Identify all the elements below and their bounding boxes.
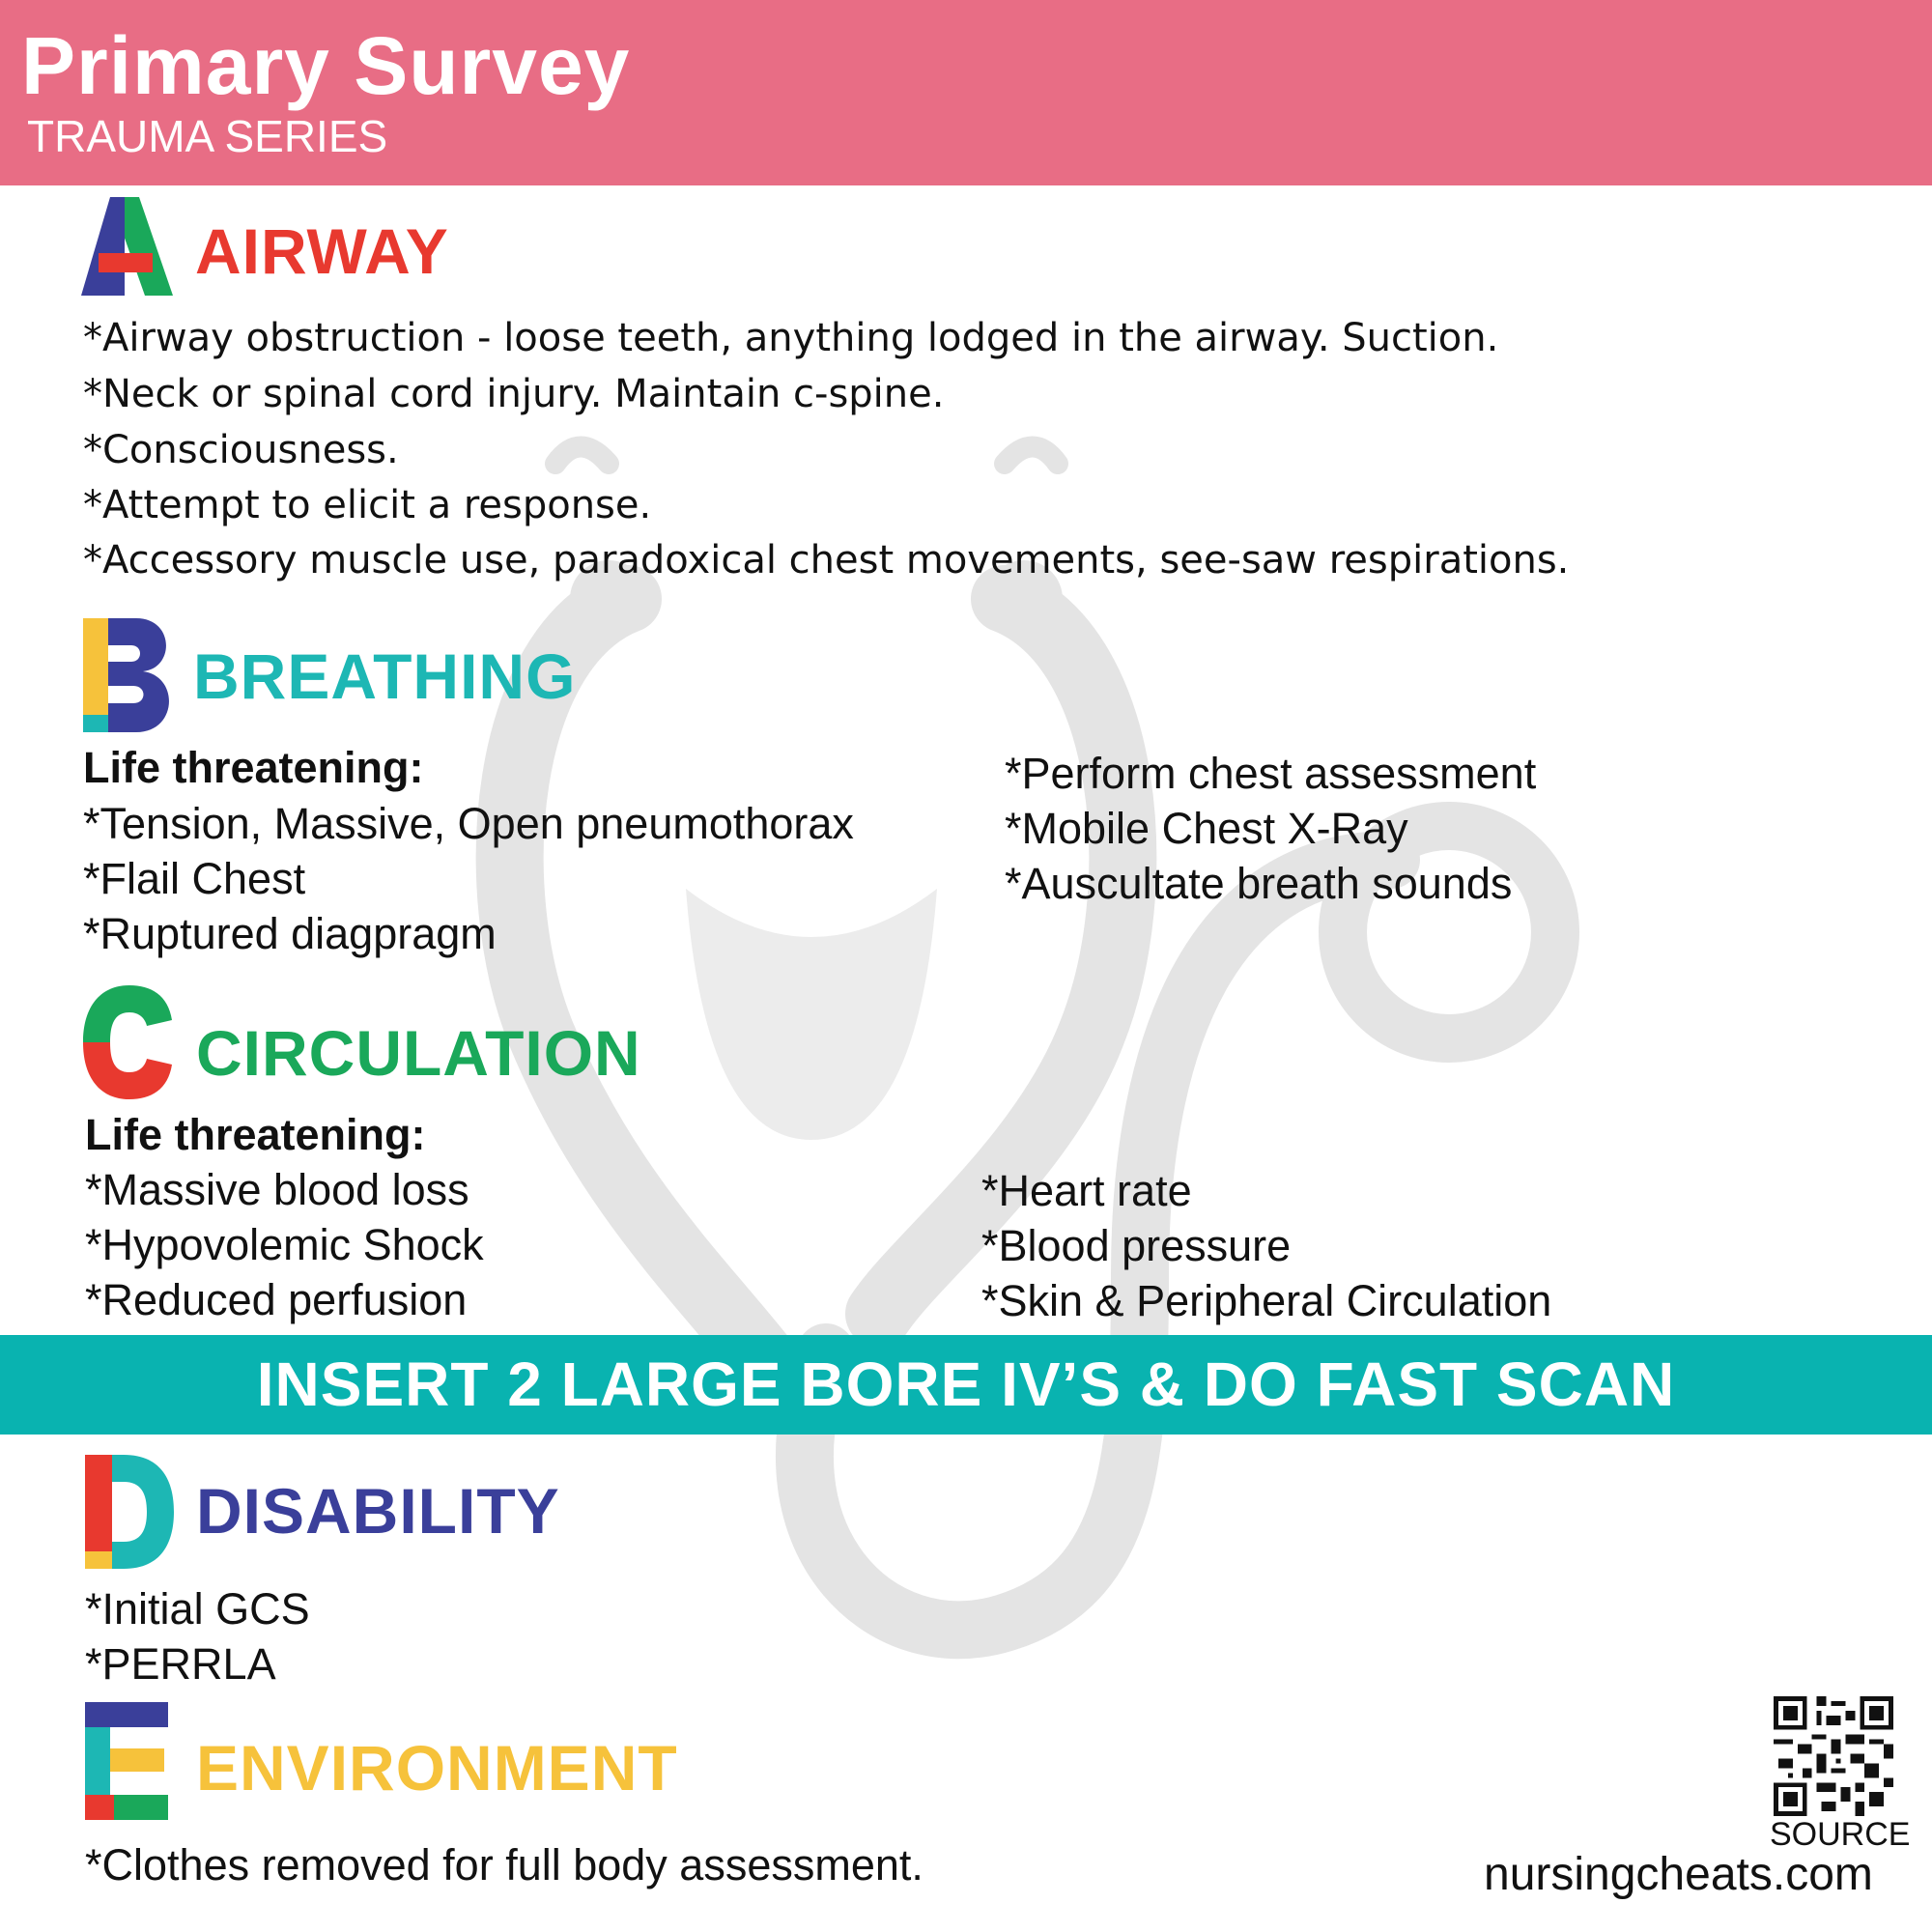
letter-b-icon (83, 618, 172, 732)
circulation-left-item: *Massive blood loss (85, 1165, 469, 1214)
breathing-left-item: *Flail Chest (83, 854, 306, 903)
breathing-life-threatening-heading: Life threatening: (83, 743, 424, 792)
airway-line: *Accessory muscle use, paradoxical chest movements, see-saw respirations. (83, 538, 1570, 582)
airway-line: *Neck or spinal cord injury. Maintain c-spine. (83, 372, 945, 416)
environment-title: ENVIRONMENT (196, 1732, 678, 1804)
breathing-left-item: *Ruptured diagpragm (83, 909, 497, 958)
letter-a-icon (81, 197, 173, 296)
website-link[interactable]: nursingcheats.com (1484, 1849, 1873, 1900)
letter-d-icon (85, 1455, 174, 1569)
circulation-right-item: *Skin & Peripheral Circulation (981, 1276, 1552, 1325)
breathing-title: BREATHING (193, 640, 577, 712)
qr-code-icon (1774, 1696, 1893, 1816)
breathing-right-item: *Perform chest assessment (1005, 749, 1537, 798)
breathing-right-item: *Mobile Chest X-Ray (1005, 804, 1408, 853)
page-title: Primary Survey (21, 20, 631, 111)
circulation-title: CIRCULATION (196, 1017, 641, 1089)
letter-e-icon (85, 1702, 168, 1820)
circulation-left-item: *Hypovolemic Shock (85, 1220, 484, 1269)
page-subtitle: TRAUMA SERIES (27, 111, 388, 161)
airway-line: *Attempt to elicit a response. (83, 483, 652, 527)
circulation-life-threatening-heading: Life threatening: (85, 1110, 426, 1159)
circulation-left-item: *Reduced perfusion (85, 1275, 468, 1324)
airway-line: *Consciousness. (83, 428, 399, 472)
environment-line: *Clothes removed for full body assessment. (85, 1840, 923, 1889)
letter-c-icon (83, 985, 172, 1099)
stethoscope-icon (464, 406, 1719, 1700)
disability-line: *Initial GCS (85, 1584, 310, 1634)
breathing-left-item: *Tension, Massive, Open pneumothorax (83, 799, 854, 848)
breathing-right-item: *Auscultate breath sounds (1005, 859, 1513, 908)
airway-line: *Airway obstruction - loose teeth, anything lodged in the airway. Suction. (83, 316, 1499, 360)
airway-title: AIRWAY (195, 215, 449, 287)
disability-title: DISABILITY (196, 1475, 560, 1547)
circulation-right-item: *Heart rate (981, 1166, 1192, 1215)
banner-text: INSERT 2 LARGE BORE IV’S & DO FAST SCAN (256, 1350, 1676, 1419)
disability-line: *PERRLA (85, 1639, 276, 1689)
circulation-right-item: *Blood pressure (981, 1221, 1292, 1270)
qr-source-label: SOURCE (1770, 1816, 1911, 1853)
